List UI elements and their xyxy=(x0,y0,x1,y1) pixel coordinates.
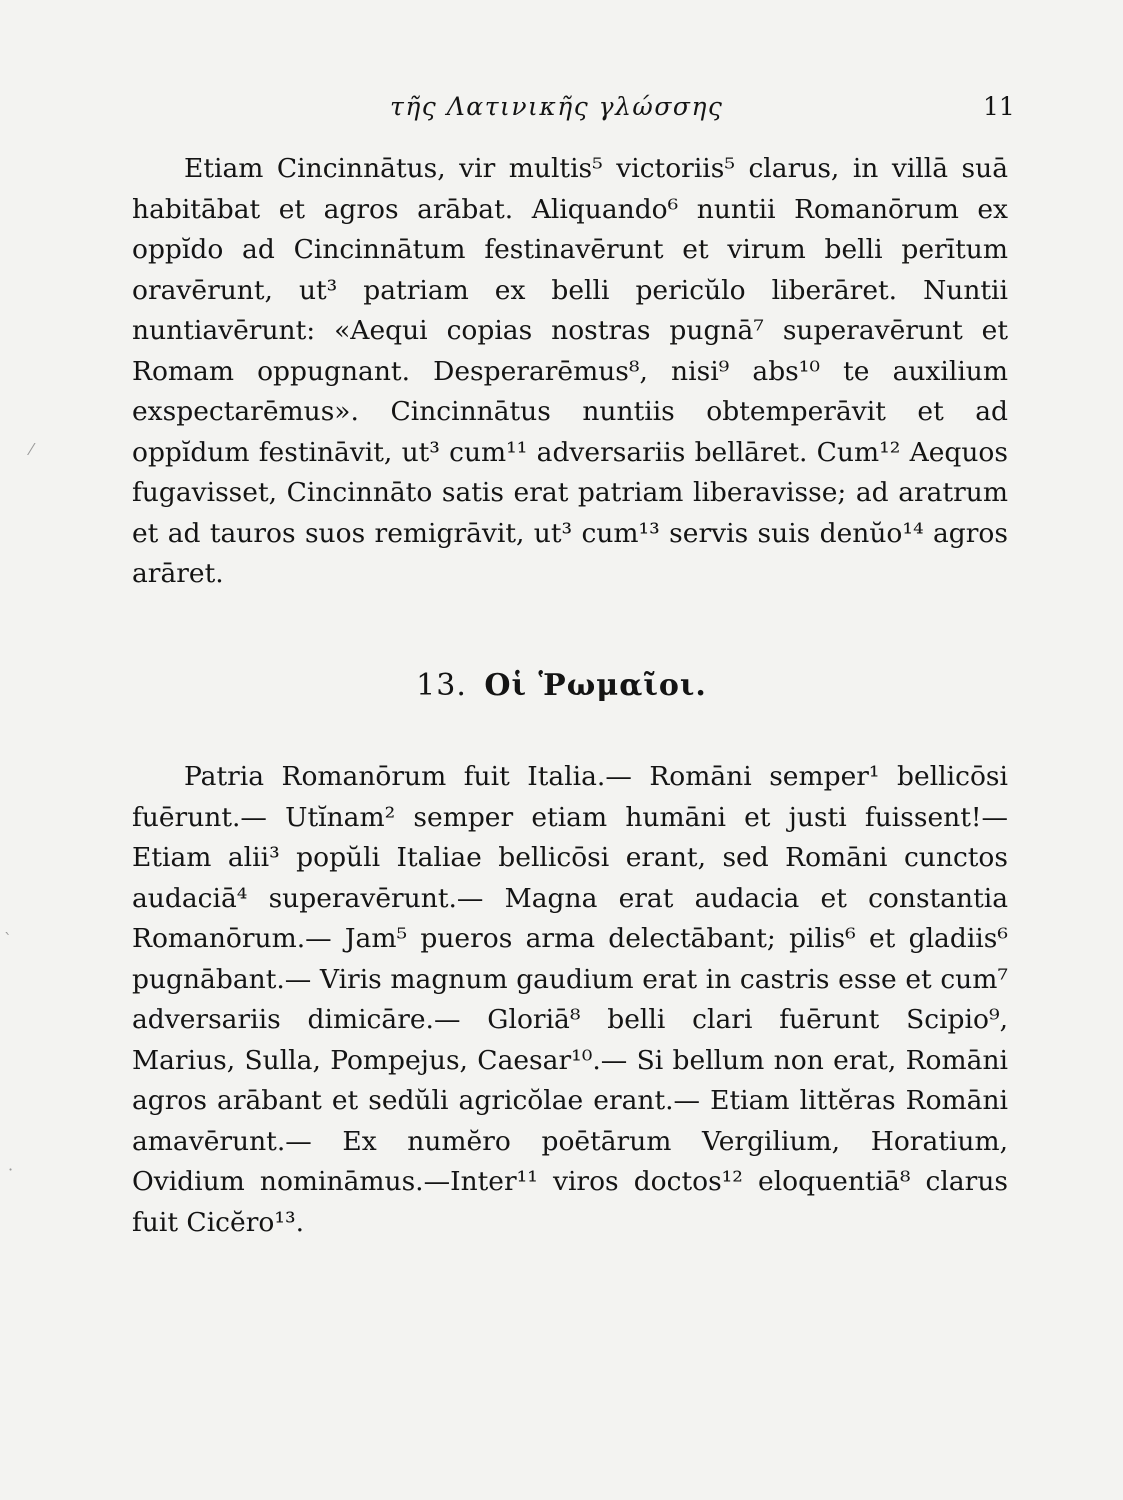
margin-dash-mark: ⁄ xyxy=(30,440,33,459)
section-title: Οἱ Ῥωμαῖοι. xyxy=(484,668,707,703)
paragraph-cincinnatus: Etiam Cincinnātus, vir multis⁵ victoriis⁵ clarus, in villā suā habitābat et agros arābat. Aliquando⁶ nuntii Romanōrum ex oppĭdo ad Cincinnātum festinavērunt et virum belli perītum oravērunt, ut³ patriam ex belli pericŭlo liberāret. Nuntii nuntiavērunt: «Aequi copias nostras pugnā⁷ superavērunt et Romam oppugnant. Desperarēmus⁸, nisi⁹ abs¹⁰ te auxilium exspectarēmus». Cincinnātus nuntiis obtemperāvit et ad oppĭdum festināvit, ut³ cum¹¹ adversariis bellāret. Cum¹² Aequos fugavisset, Cincinnāto satis erat patriam liberavisse; ad aratrum et ad tauros suos remigrāvit, ut³ cum¹³ servis suis denŭo¹⁴ agros arāret. xyxy=(132,153,1008,589)
margin-dot-mark: · xyxy=(8,1160,14,1179)
paragraph-romani: Patria Romanōrum fuit Italia.— Romāni semper¹ bellicōsi fuērunt.— Utĭnam² semper etiam humāni et justi fuissent!—Etiam alii³ popŭli Italiae bellicōsi erant, sed Romāni cunctos audaciā⁴ superavērunt.— Magna erat audacia et constantia Romanōrum.— Jam⁵ pueros arma delectābant; pilis⁶ et gladiis⁶ pugnābant.— Viris magnum gaudium erat in castris esse et cum⁷ adversariis dimicāre.— Gloriā⁸ belli clari fuērunt Scipio⁹, Marius, Sulla, Pompejus, Caesar¹⁰.— Si bellum non erat, Romāni agros arābant et sedŭli agricŏlae erant.— Etiam littĕras Romāni amavērunt.— Ex numĕro poētārum Vergilium, Horatium, Ovidium nomināmus.—Inter¹¹ viros doctos¹² eloquentiā⁸ clarus fuit Cicĕro¹³. xyxy=(132,761,1008,1238)
section-heading xyxy=(0,668,1123,703)
section-number: 13. xyxy=(416,668,467,703)
page-number: 11 xyxy=(983,92,1015,121)
running-head xyxy=(0,92,1123,126)
running-title: τῆς Λατινικῆς γλώσσης xyxy=(390,92,724,121)
margin-tick-mark: ˋ xyxy=(4,930,12,949)
